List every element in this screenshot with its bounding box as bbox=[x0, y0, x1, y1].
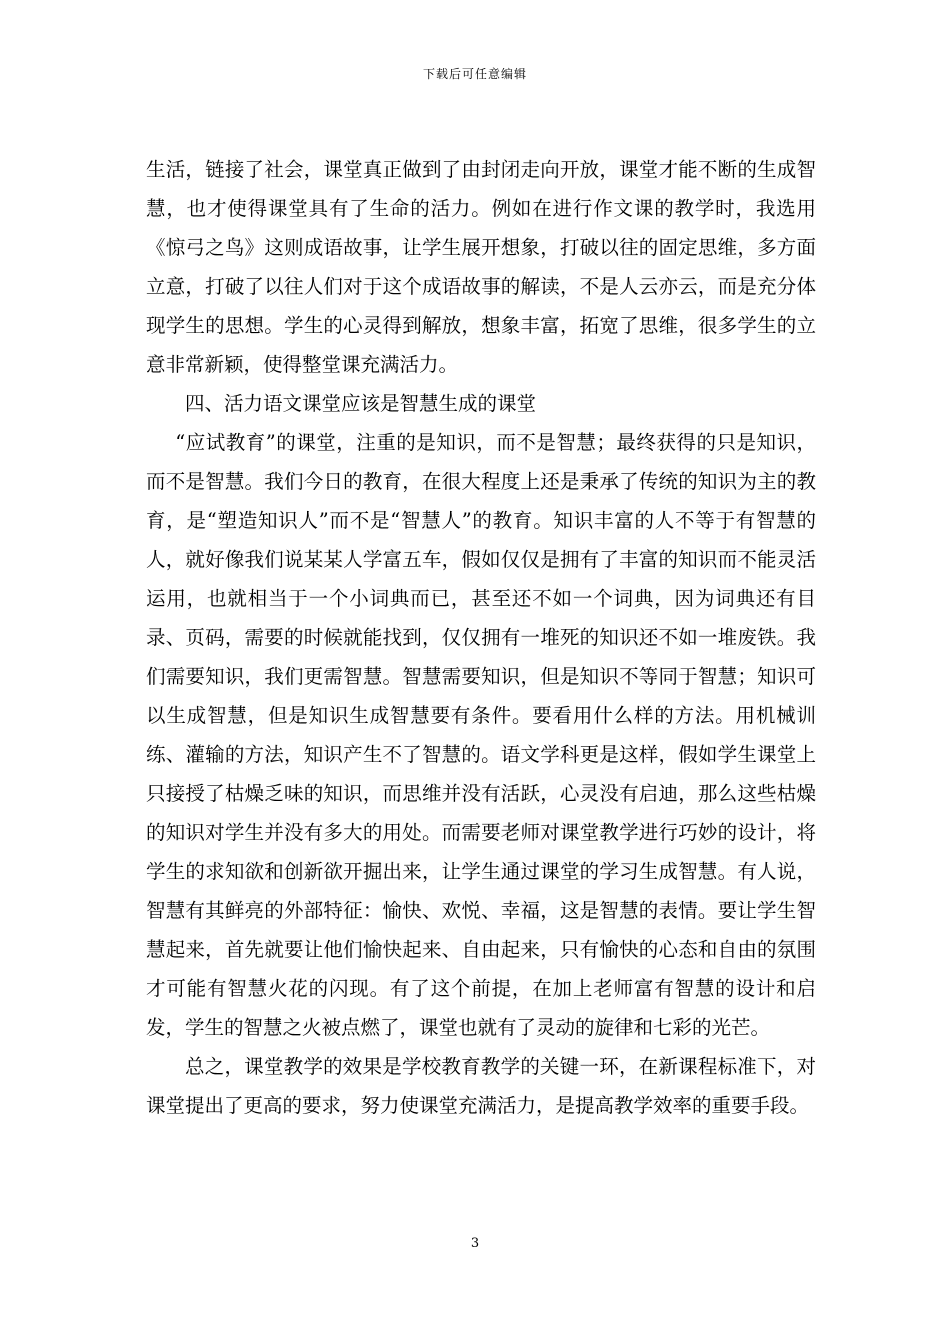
document-body bbox=[146, 150, 816, 1125]
page-header: 下载后可任意编辑 bbox=[422, 67, 527, 81]
paragraph-continuation: 生活，链接了社会，课堂真正做到了由封闭走向开放，课堂才能不断的生成智慧，也才使得课堂具有了生命的活力。例如在进行作文课的教学时，我选用《惊弓之鸟》这则成语故事，让学生展开想象，打破以往的固定思维，多方面立意，打破了以往人们对于这个成语故事的解读，不是人云亦云，而是充分体现学生的思想。学生的心灵得到解放，想象丰富，拓宽了思维，很多学生的立意非常新颖，使得整堂课充满活力。 bbox=[146, 158, 816, 376]
page-number: 3 bbox=[470, 1236, 480, 1251]
paragraph-main: “应试教育”的课堂，注重的是知识，而不是智慧；最终获得的只是知识，而不是智慧。我们今日的教育，在很大程度上还是秉承了传统的知识为主的教育，是“塑造知识人”而不是“智慧人”的教育。知识丰富的人不等于有智慧的人，就好像我们说某某人学富五车，假如仅仅是拥有了丰富的知识而不能灵活运用，也就相当于一个小词典而已，甚至还不如一个词典，因为词典还有目录、页码，需要的时候就能找到，仅仅拥有一堆死的知识还不如一堆废铁。我们需要知识，我们更需智慧。智慧需要知识，但是知识不等同于智慧；知识可以生成智慧，但是知识生成智慧要有条件。要看用什么样的方法。用机械训练、灌输的方法，知识产生不了智慧的。语文学科更是这样，假如学生课堂上只接授了枯燥乏味的知识，而思维并没有活跃，心灵没有启迪，那么这些枯燥的知识对学生并没有多大的用处。而需要老师对课堂教学进行巧妙的设计，将学生的求知欲和创新欲开掘出来，让学生通过课堂的学习生成智慧。有人说，智慧有其鲜亮的外部特征：愉快、欢悦、幸福，这是智慧的表情。要让学生智慧起来，首先就要让他们愉快起来、自由起来，只有愉快的心态和自由的氛围才可能有智慧火花的闪现。有了这个前提，在加上老师富有智慧的设计和启发，学生的智慧之火被点燃了，课堂也就有了灵动的旋律和七彩的光芒。 bbox=[146, 431, 816, 1039]
paragraph-conclusion: 总之，课堂教学的效果是学校教育教学的关键一环，在新课程标准下，对课堂提出了更高的要求，努力使课堂充满活力，是提高教学效率的重要手段。 bbox=[146, 1055, 816, 1117]
section-heading: 四、活力语文课堂应该是智慧生成的课堂 bbox=[185, 392, 537, 415]
